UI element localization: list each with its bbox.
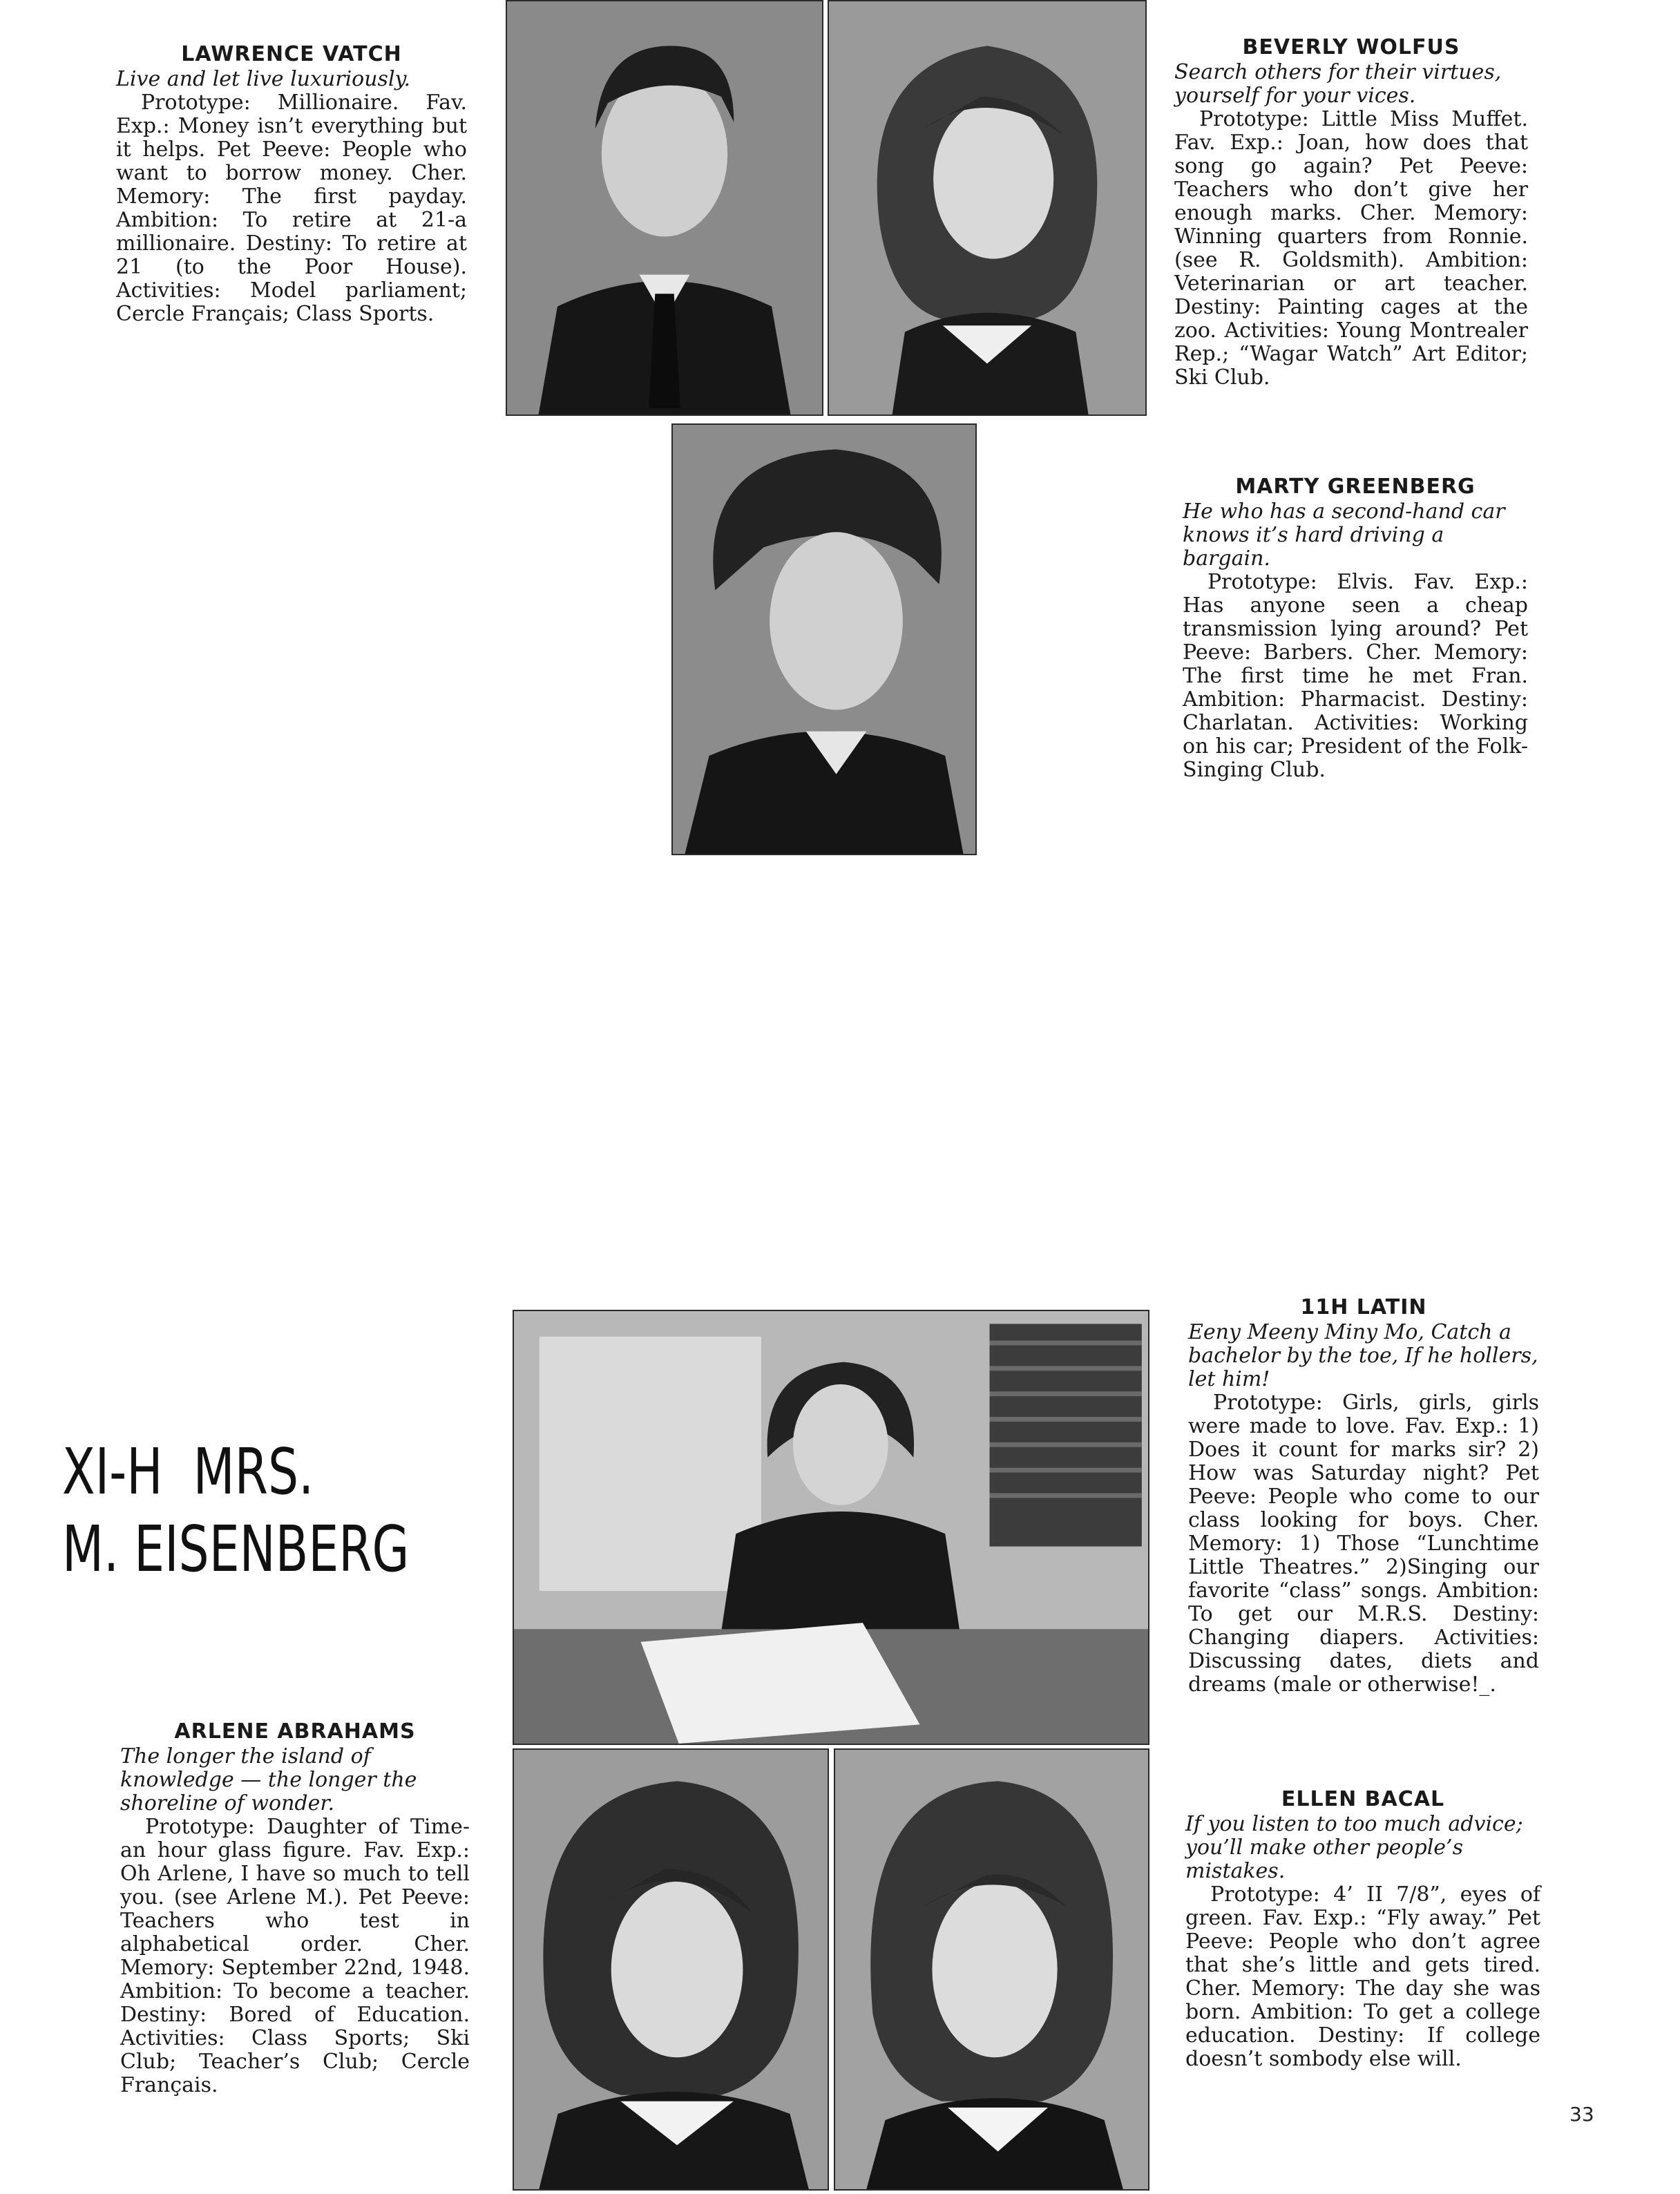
student-quote: Live and let live luxuriously. — [116, 67, 411, 91]
class-section-name: 11H LATIN — [1300, 1295, 1427, 1319]
student-quote: If you listen to too much advice; you’ll make other people’s mistakes. — [1185, 1812, 1523, 1883]
student-quote: The longer the island of knowledge — the longer the shoreline of wonder. — [120, 1744, 417, 1815]
class-title-line2: M. EISENBERG — [62, 1512, 410, 1586]
student-bio: Prototype: Millionaire. Fav. Exp.: Money isn’t everything but it helps. Pet Peeve: People who want to borrow money. Cher. Memory: The first payday. Ambition: To retire at 21-a millionaire. Destiny: To retire at 21 (to the Poor House). Activities: Model parliament; Cercle Français; Class Sports. — [116, 90, 467, 326]
photo-marty-greenberg — [671, 423, 977, 855]
student-name: BEVERLY WOLFUS — [1242, 35, 1460, 59]
student-bio: Prototype: Little Miss Muffet. Fav. Exp.: Joan, how does that song go again? Pet Peeve: Teachers who don’t give her enough marks. Cher. Memory: Winning quarters from Ronnie. (see R. Goldsmith). Ambition: Veterinarian or art teacher. Destiny: Painting cages at the zoo. Activities: Young Montrealer Rep.; “Wagar Watch” Art Editor; Ski Club. — [1174, 107, 1528, 390]
entry-11h-latin — [1188, 1296, 1539, 1697]
photo-ellen-bacal — [834, 1748, 1149, 2191]
photo-mrs-eisenberg — [513, 1310, 1149, 1745]
photo-lawrence-vatch — [506, 0, 823, 416]
student-name: ELLEN BACAL — [1281, 1787, 1445, 1811]
entry-marty-greenberg — [1183, 475, 1528, 782]
photo-arlene-abrahams — [513, 1748, 829, 2191]
page-number: 33 — [1569, 2103, 1594, 2126]
entry-ellen-bacal — [1185, 1788, 1540, 2071]
class-quote: Eeny Meeny Miny Mo, Catch a bachelor by the toe, If he hollers, let him! — [1188, 1320, 1538, 1391]
student-bio: Prototype: 4’ II 7/8”, eyes of green. Fav. Exp.: “Fly away.” Pet Peeve: People who don’t agree that she’s little and gets tired. Cher. Memory: The day she was born. Ambition: To get a college education. Destiny: If college doesn’t sombody else will. — [1185, 1882, 1540, 2071]
photo-beverly-wolfus — [828, 0, 1147, 416]
student-bio: Prototype: Elvis. Fav. Exp.: Has anyone seen a cheap transmission lying around? Pet Peeve: Barbers. Cher. Memory: The first time he met Fran. Ambition: Pharmacist. Destiny: Charlatan. Activities: Working on his car; President of the Folk-Singing Club. — [1183, 570, 1528, 782]
class-bio: Prototype: Girls, girls, girls were made to love. Fav. Exp.: 1) Does it count for marks sir? 2) How was Saturday night? Pet Peeve: People who come to our class looking for boys. Cher. Memory: 1) Those “Lunchtime Little Theatres.” 2)Singing our favorite “class” songs. Ambition: To get our M.R.S. Destiny: Changing diapers. Activities: Discussing dates, diets and dreams (male or otherwise!_. — [1188, 1391, 1539, 1697]
student-bio: Prototype: Daughter of Time-an hour glass figure. Fav. Exp.: Oh Arlene, I have so much to tell you. (see Arlene M.). Pet Peeve: Teachers who test in alphabetical order. Cher. Memory: September 22nd, 1948. Ambition: To become a teacher. Destiny: Bored of Education. Activities: Class Sports; Ski Club; Teacher’s Club; Cercle Français. — [120, 1815, 470, 2097]
class-title-line1: XI-H MRS. — [62, 1435, 314, 1509]
class-title — [62, 1433, 409, 1588]
student-name: ARLENE ABRAHAMS — [174, 1719, 416, 1744]
entry-lawrence-vatch — [116, 43, 467, 326]
student-quote: He who has a second-hand car knows it’s hard driving a bargain. — [1183, 499, 1505, 571]
entry-beverly-wolfus — [1174, 36, 1528, 390]
student-name: LAWRENCE VATCH — [181, 42, 402, 66]
entry-arlene-abrahams — [120, 1720, 470, 2097]
student-quote: Search others for their virtues, yourself for your vices. — [1174, 60, 1502, 108]
student-name: MARTY GREENBERG — [1235, 475, 1476, 499]
